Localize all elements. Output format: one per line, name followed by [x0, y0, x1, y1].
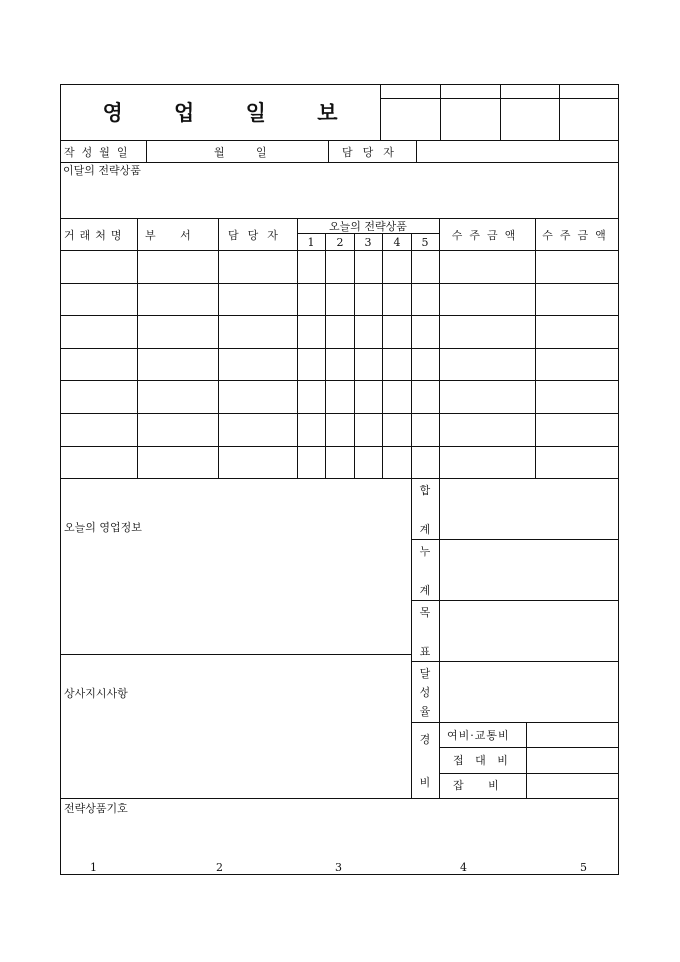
achievement-label-1: 달	[419, 667, 431, 680]
col-amount-divider	[535, 218, 536, 478]
target-label-top: 목	[419, 606, 431, 619]
product-number-5: 5	[421, 236, 429, 249]
legend-number-2: 2	[216, 861, 223, 874]
col-client-right	[137, 218, 138, 478]
legend-number-1: 1	[90, 861, 97, 874]
cumulative-row-bottom	[411, 600, 619, 601]
col-p4-right	[411, 233, 412, 478]
month-label: 월	[214, 146, 225, 159]
approval-box[interactable]	[441, 99, 500, 140]
product-number-1: 1	[307, 236, 315, 249]
achievement-row-bottom	[411, 722, 619, 723]
expense-entertainment-label: 접 대 비	[453, 754, 512, 767]
total-label-top: 합	[419, 484, 431, 497]
total-label-bottom: 계	[419, 523, 431, 536]
expense-misc-label: 잡 비	[453, 779, 499, 792]
col-header-person: 담당자	[228, 229, 287, 242]
col-header-dept: 부 서	[145, 229, 191, 242]
col-header-today-products: 오늘의 전략상품	[329, 220, 407, 233]
day-label: 일	[256, 146, 267, 159]
legend-number-5: 5	[580, 861, 587, 874]
approval-box[interactable]	[381, 99, 440, 140]
instructions-bottom	[60, 798, 619, 799]
col-header-order-amount-1: 수주금액	[451, 229, 523, 242]
col-p1-right	[325, 233, 326, 478]
border-left	[60, 84, 61, 875]
table-bottom	[60, 478, 619, 479]
instructions-label: 상사지시사항	[64, 687, 128, 700]
col-header-client: 거래처명	[64, 229, 127, 242]
expense-line-1	[439, 747, 619, 748]
approval-box[interactable]	[560, 99, 618, 140]
col-person-right	[297, 218, 298, 478]
achievement-label-3: 율	[419, 705, 431, 718]
person-field[interactable]	[417, 141, 618, 162]
sales-info-bottom	[60, 654, 411, 655]
border-right	[618, 84, 619, 875]
date-field[interactable]	[147, 141, 328, 162]
expense-label-top: 경	[419, 733, 431, 746]
col-header-order-amount-2: 수주금액	[542, 229, 613, 242]
person-label: 담당자	[342, 146, 404, 159]
border-bottom	[60, 874, 619, 875]
sales-info-label: 오늘의 영업정보	[64, 521, 142, 534]
page-title: 영 업 일 보	[102, 100, 360, 125]
col-p2-right	[354, 233, 355, 478]
target-row-bottom	[411, 661, 619, 662]
achievement-label-2: 성	[419, 686, 431, 699]
product-number-2: 2	[336, 236, 344, 249]
col-p3-right	[382, 233, 383, 478]
legend-number-3: 3	[335, 861, 342, 874]
target-label-bottom: 표	[419, 645, 431, 658]
expense-value-divider	[526, 722, 527, 798]
date-label: 작성월일	[64, 146, 135, 159]
product-subheader-line	[297, 233, 439, 234]
cumulative-label-bottom: 계	[419, 584, 431, 597]
expense-line-2	[439, 773, 619, 774]
approval-box[interactable]	[501, 99, 559, 140]
expense-travel-label: 여비·교통비	[447, 729, 510, 742]
legend-label: 전략상품기호	[64, 802, 128, 815]
col-p5-right	[439, 218, 440, 798]
date-row-bottom	[60, 162, 619, 163]
date-col-divider	[328, 140, 329, 162]
cumulative-label-top: 누	[419, 545, 431, 558]
total-row-bottom	[411, 539, 619, 540]
col-dept-right	[218, 218, 219, 478]
expense-label-bottom: 비	[419, 776, 431, 789]
product-number-3: 3	[364, 236, 372, 249]
strategic-products-label: 이달의 전략상품	[63, 164, 141, 177]
legend-number-4: 4	[460, 861, 467, 874]
product-number-4: 4	[393, 236, 401, 249]
